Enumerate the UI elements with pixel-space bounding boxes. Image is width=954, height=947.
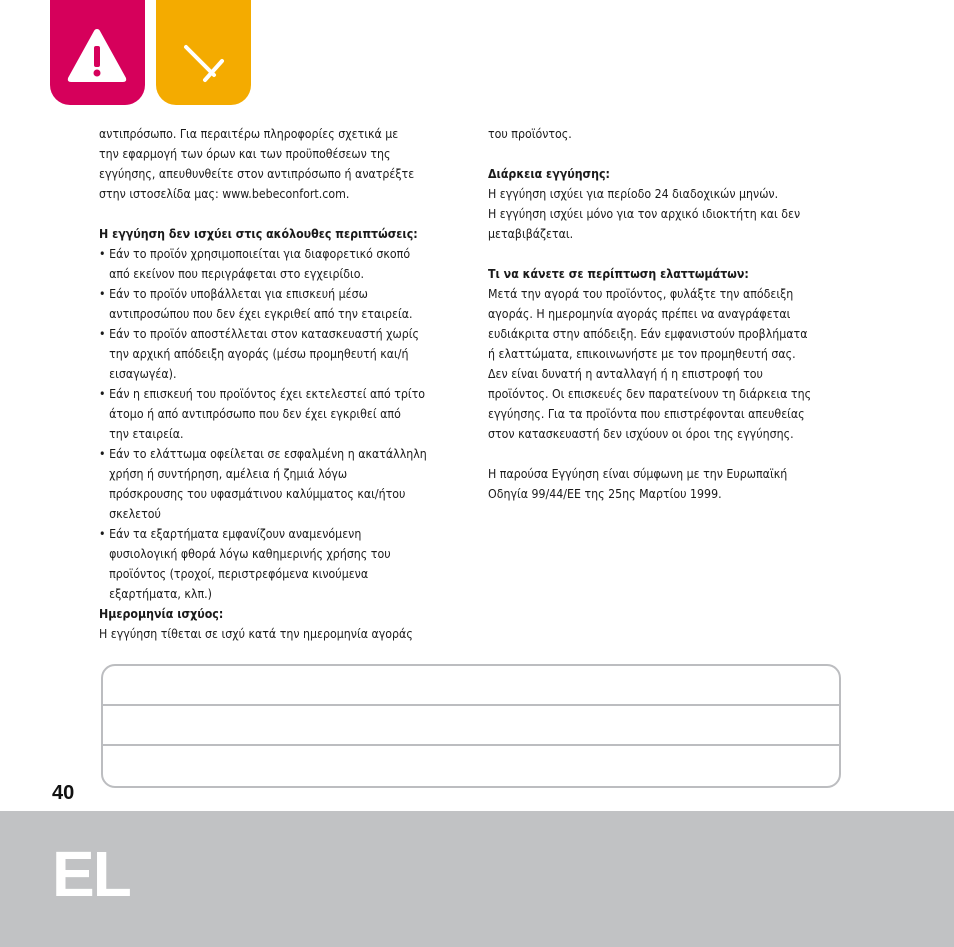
page-number: 40	[52, 782, 75, 804]
exclusion-item	[99, 244, 456, 284]
exclusion-item	[99, 524, 456, 604]
exclusion-line: πρόσκρουσης του υφασμάτινου καλύμματος και/ήτου	[109, 487, 406, 501]
exclusions-heading: Η εγγύηση δεν ισχύει στις ακόλουθες περιπτώσεις:	[99, 227, 418, 241]
continuation-text: του προϊόντος.	[488, 127, 572, 141]
intro-line: αντιπρόσωπο. Για περαιτέρω πληροφορίες σχετικά με	[99, 127, 399, 141]
exclusion-line: προϊόντος (τροχοί, περιστρεφόμενα κινούμενα	[109, 567, 369, 581]
intro-line: εγγύησης, απευθυνθείτε στον αντιπρόσωπο ή ανατρέξτε	[99, 167, 415, 181]
defects-line: ή ελαττώματα, επικοινωνήστε με τον προμηθευτή σας.	[488, 347, 796, 361]
notes-box	[101, 664, 841, 788]
tool-icon	[156, 0, 251, 105]
exclusion-line: την αρχική απόδειξη αγοράς (μέσω προμηθευτή και/ή	[109, 347, 409, 361]
exclusion-item	[99, 384, 456, 444]
duration-line: Η εγγύηση ισχύει για περίοδο 24 διαδοχικών μηνών.	[488, 187, 779, 201]
exclusion-line: αντιπροσώπου που δεν έχει εγκριθεί από την εταιρεία.	[109, 307, 413, 321]
validity-text: Η εγγύηση τίθεται σε ισχύ κατά την ημερομηνία αγοράς	[99, 627, 413, 641]
exclusion-line: εισαγωγέα).	[109, 367, 177, 381]
intro-line: την εφαρμογή των όρων και των προϋποθέσεων της	[99, 147, 391, 161]
defects-line: εγγύησης. Για τα προϊόντα που επιστρέφονται απευθείας	[488, 407, 805, 421]
exclusion-line: • Εάν το προϊόν αποστέλλεται στον κατασκευαστή χωρίς	[109, 327, 419, 341]
footer-band	[0, 811, 954, 947]
exclusion-line: εξαρτήματα, κλπ.)	[109, 587, 212, 601]
exclusion-line: • Εάν τα εξαρτήματα εμφανίζουν αναμενόμενη	[109, 527, 362, 541]
exclusion-line: • Εάν το προϊόν χρησιμοποιείται για διαφορετικό σκοπό	[109, 247, 411, 261]
left-column	[99, 124, 456, 644]
warning-icon	[50, 0, 145, 105]
defects-line: ευδιάκριτα στην απόδειξη. Εάν εμφανιστούν προβλήματα	[488, 327, 808, 341]
exclusion-line: φυσιολογική φθορά λόγω καθημερινής χρήσης του	[109, 547, 391, 561]
defects-line: αγοράς. Η ημερομηνία αγοράς πρέπει να αναγράφεται	[488, 307, 791, 321]
defects-line: Δεν είναι δυνατή η ανταλλαγή ή η επιστροφή του	[488, 367, 763, 381]
validity-heading: Ημερομηνία ισχύος:	[99, 607, 224, 621]
exclusion-line: άτομο ή από αντιπρόσωπο που δεν έχει εγκριθεί από	[109, 407, 401, 421]
language-code: EL	[52, 838, 130, 910]
directive-line: Η παρούσα Εγγύηση είναι σύμφωνη με την Ευρωπαϊκή	[488, 467, 788, 481]
exclusion-item	[99, 444, 456, 524]
directive-line: Οδηγία 99/44/ΕΕ της 25ης Μαρτίου 1999.	[488, 487, 722, 501]
exclusion-item	[99, 284, 456, 324]
warning-tab	[50, 0, 145, 105]
duration-line: Η εγγύηση ισχύει μόνο για τον αρχικό ιδιοκτήτη και δεν	[488, 207, 801, 221]
right-column	[488, 124, 841, 504]
exclusion-line: • Εάν το ελάττωμα οφείλεται σε εσφαλμένη η ακατάλληλη	[109, 447, 427, 461]
exclusion-line: από εκείνον που περιγράφεται στο εγχειρίδιο.	[109, 267, 364, 281]
exclusion-line: σκελετού	[109, 507, 161, 521]
exclusion-item	[99, 324, 456, 384]
intro-line: στην ιστοσελίδα μας: www.bebeconfort.com.	[99, 187, 350, 201]
exclusion-line: • Εάν το προϊόν υποβάλλεται για επισκευή μέσω	[109, 287, 368, 301]
duration-line: μεταβιβάζεται.	[488, 227, 574, 241]
exclusion-line: • Εάν η επισκευή του προϊόντος έχει εκτελεστεί από τρίτο	[109, 387, 426, 401]
tool-tab	[156, 0, 251, 105]
defects-line: Μετά την αγορά του προϊόντος, φυλάξτε την απόδειξη	[488, 287, 794, 301]
notes-rule	[103, 704, 839, 706]
notes-rule	[103, 744, 839, 746]
defects-heading: Τι να κάνετε σε περίπτωση ελαττωμάτων:	[488, 267, 749, 281]
exclusion-line: την εταιρεία.	[109, 427, 184, 441]
duration-heading: Διάρκεια εγγύησης:	[488, 167, 610, 181]
defects-line: στον κατασκευαστή δεν ισχύουν οι όροι της εγγύησης.	[488, 427, 794, 441]
exclusion-line: χρήση ή συντήρηση, αμέλεια ή ζημιά λόγω	[109, 467, 348, 481]
defects-line: προϊόντος. Οι επισκευές δεν παρατείνουν τη διάρκεια της	[488, 387, 812, 401]
